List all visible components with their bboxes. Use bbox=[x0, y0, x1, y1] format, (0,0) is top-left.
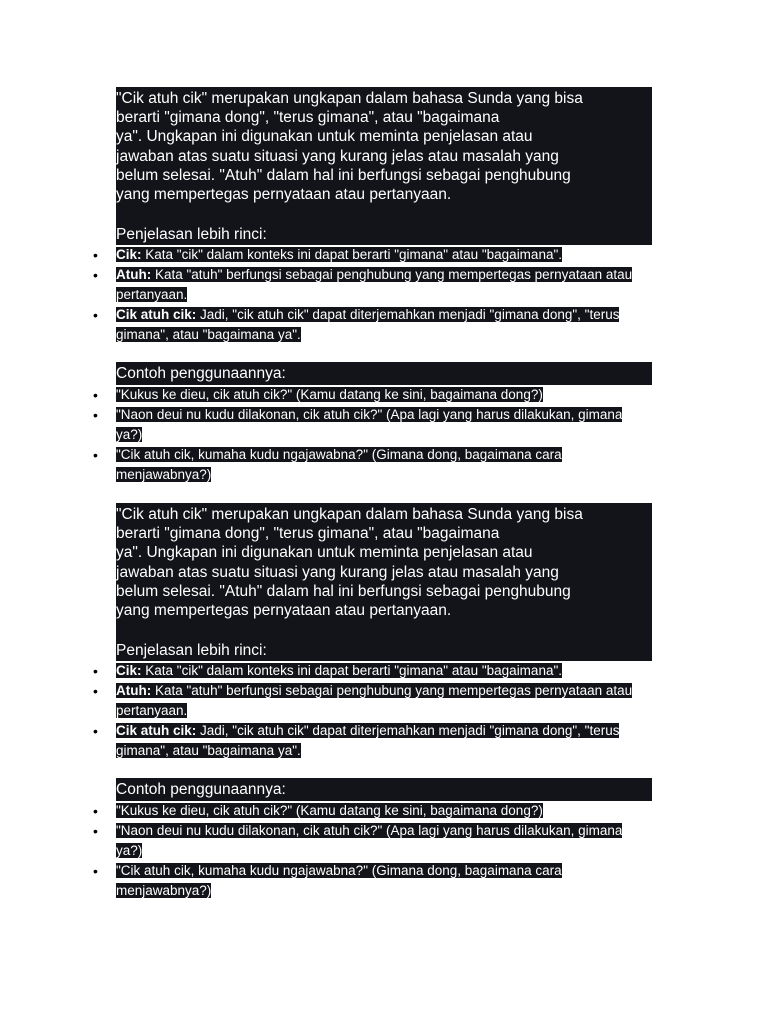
examples-heading: Contoh penggunaannya: bbox=[116, 362, 652, 385]
term-label: Cik atuh cik: bbox=[116, 723, 197, 739]
bullet-icon: • bbox=[93, 407, 98, 424]
example-text: "Kukus ke dieu, cik atuh cik?" (Kamu datang ke sini, bagaimana dong?) bbox=[116, 803, 543, 819]
intro-line: yang mempertegas pernyataan atau pertanyaan. bbox=[116, 602, 452, 620]
bullet-icon: • bbox=[93, 267, 98, 284]
bullet-icon: • bbox=[93, 723, 98, 740]
term-text: Kata "atuh" berfungsi sebagai penghubung yang mempertegas pernyataan atau pertanyaan. bbox=[116, 683, 633, 719]
examples-heading: Contoh penggunaannya: bbox=[116, 778, 652, 801]
intro-line: "Cik atuh cik" merupakan ungkapan dalam bahasa Sunda yang bisa bbox=[116, 506, 583, 523]
bullet-icon: • bbox=[93, 307, 98, 324]
section-2 bbox=[93, 503, 652, 901]
bullet-icon: • bbox=[93, 387, 98, 404]
intro-line: jawaban atas suatu situasi yang kurang jelas atau masalah yang bbox=[116, 563, 559, 581]
intro-block bbox=[116, 503, 652, 661]
list-item bbox=[93, 405, 652, 445]
term-label: Atuh: bbox=[116, 683, 152, 699]
bullet-icon: • bbox=[93, 663, 98, 680]
bullet-icon: • bbox=[93, 803, 98, 820]
intro-paragraph bbox=[116, 503, 652, 620]
example-text: "Cik atuh cik, kumaha kudu ngajawabna?" (Gimana dong, bagaimana cara menjawabnya?) bbox=[116, 447, 562, 483]
list-item bbox=[93, 305, 652, 345]
intro-line: jawaban atas suatu situasi yang kurang jelas atau masalah yang bbox=[116, 147, 559, 165]
list-item bbox=[93, 721, 652, 761]
list-item bbox=[93, 661, 652, 681]
intro-line: berarti "gimana dong", "terus gimana", atau "bagaimana bbox=[116, 525, 500, 543]
intro-block bbox=[116, 87, 652, 245]
bullet-icon: • bbox=[93, 823, 98, 840]
list-item bbox=[93, 821, 652, 861]
intro-line: belum selesai. "Atuh" dalam hal ini berfungsi sebagai penghubung bbox=[116, 166, 571, 184]
bullet-icon: • bbox=[93, 247, 98, 264]
example-text: "Cik atuh cik, kumaha kudu ngajawabna?" (Gimana dong, bagaimana cara menjawabnya?) bbox=[116, 863, 562, 899]
intro-line: "Cik atuh cik" merupakan ungkapan dalam bahasa Sunda yang bisa bbox=[116, 90, 583, 107]
example-text: "Naon deui nu kudu dilakonan, cik atuh cik?" (Apa lagi yang harus dilakukan, gimana ya?) bbox=[116, 407, 623, 443]
bullet-icon: • bbox=[93, 863, 98, 880]
section-1 bbox=[93, 87, 652, 485]
term-label: Cik atuh cik: bbox=[116, 307, 197, 323]
intro-line: ya". Ungkapan ini digunakan untuk meminta penjelasan atau bbox=[116, 544, 533, 562]
list-item bbox=[93, 265, 652, 305]
intro-paragraph bbox=[116, 87, 652, 204]
list-item bbox=[93, 801, 652, 821]
term-label: Cik: bbox=[116, 247, 142, 263]
intro-line: berarti "gimana dong", "terus gimana", atau "bagaimana bbox=[116, 109, 500, 127]
list-item bbox=[93, 245, 652, 265]
term-text: Kata "cik" dalam konteks ini dapat berarti "gimana" atau "bagaimana". bbox=[141, 663, 562, 679]
term-text: Kata "cik" dalam konteks ini dapat berarti "gimana" atau "bagaimana". bbox=[141, 247, 562, 263]
term-text: Kata "atuh" berfungsi sebagai penghubung yang mempertegas pernyataan atau pertanyaan. bbox=[116, 267, 633, 303]
bullet-icon: • bbox=[93, 683, 98, 700]
example-text: "Kukus ke dieu, cik atuh cik?" (Kamu datang ke sini, bagaimana dong?) bbox=[116, 387, 543, 403]
term-label: Atuh: bbox=[116, 267, 152, 283]
examples-list bbox=[93, 801, 652, 901]
detail-list bbox=[93, 245, 652, 345]
list-item bbox=[93, 445, 652, 485]
term-text: Jadi, "cik atuh cik" dapat diterjemahkan menjadi "gimana dong", "terus gimana", atau "bagaimana ya". bbox=[116, 307, 620, 343]
detail-heading: Penjelasan lebih rinci: bbox=[116, 642, 267, 660]
term-label: Cik: bbox=[116, 663, 142, 679]
list-item bbox=[93, 385, 652, 405]
detail-list bbox=[93, 661, 652, 761]
detail-heading: Penjelasan lebih rinci: bbox=[116, 226, 267, 244]
intro-line: ya". Ungkapan ini digunakan untuk meminta penjelasan atau bbox=[116, 128, 533, 146]
bullet-icon: • bbox=[93, 447, 98, 464]
list-item bbox=[93, 681, 652, 721]
example-text: "Naon deui nu kudu dilakonan, cik atuh cik?" (Apa lagi yang harus dilakukan, gimana ya?) bbox=[116, 823, 623, 859]
list-item bbox=[93, 861, 652, 901]
intro-line: yang mempertegas pernyataan atau pertanyaan. bbox=[116, 186, 452, 204]
intro-line: belum selesai. "Atuh" dalam hal ini berfungsi sebagai penghubung bbox=[116, 582, 571, 600]
examples-list bbox=[93, 385, 652, 485]
term-text: Jadi, "cik atuh cik" dapat diterjemahkan menjadi "gimana dong", "terus gimana", atau "bagaimana ya". bbox=[116, 723, 620, 759]
